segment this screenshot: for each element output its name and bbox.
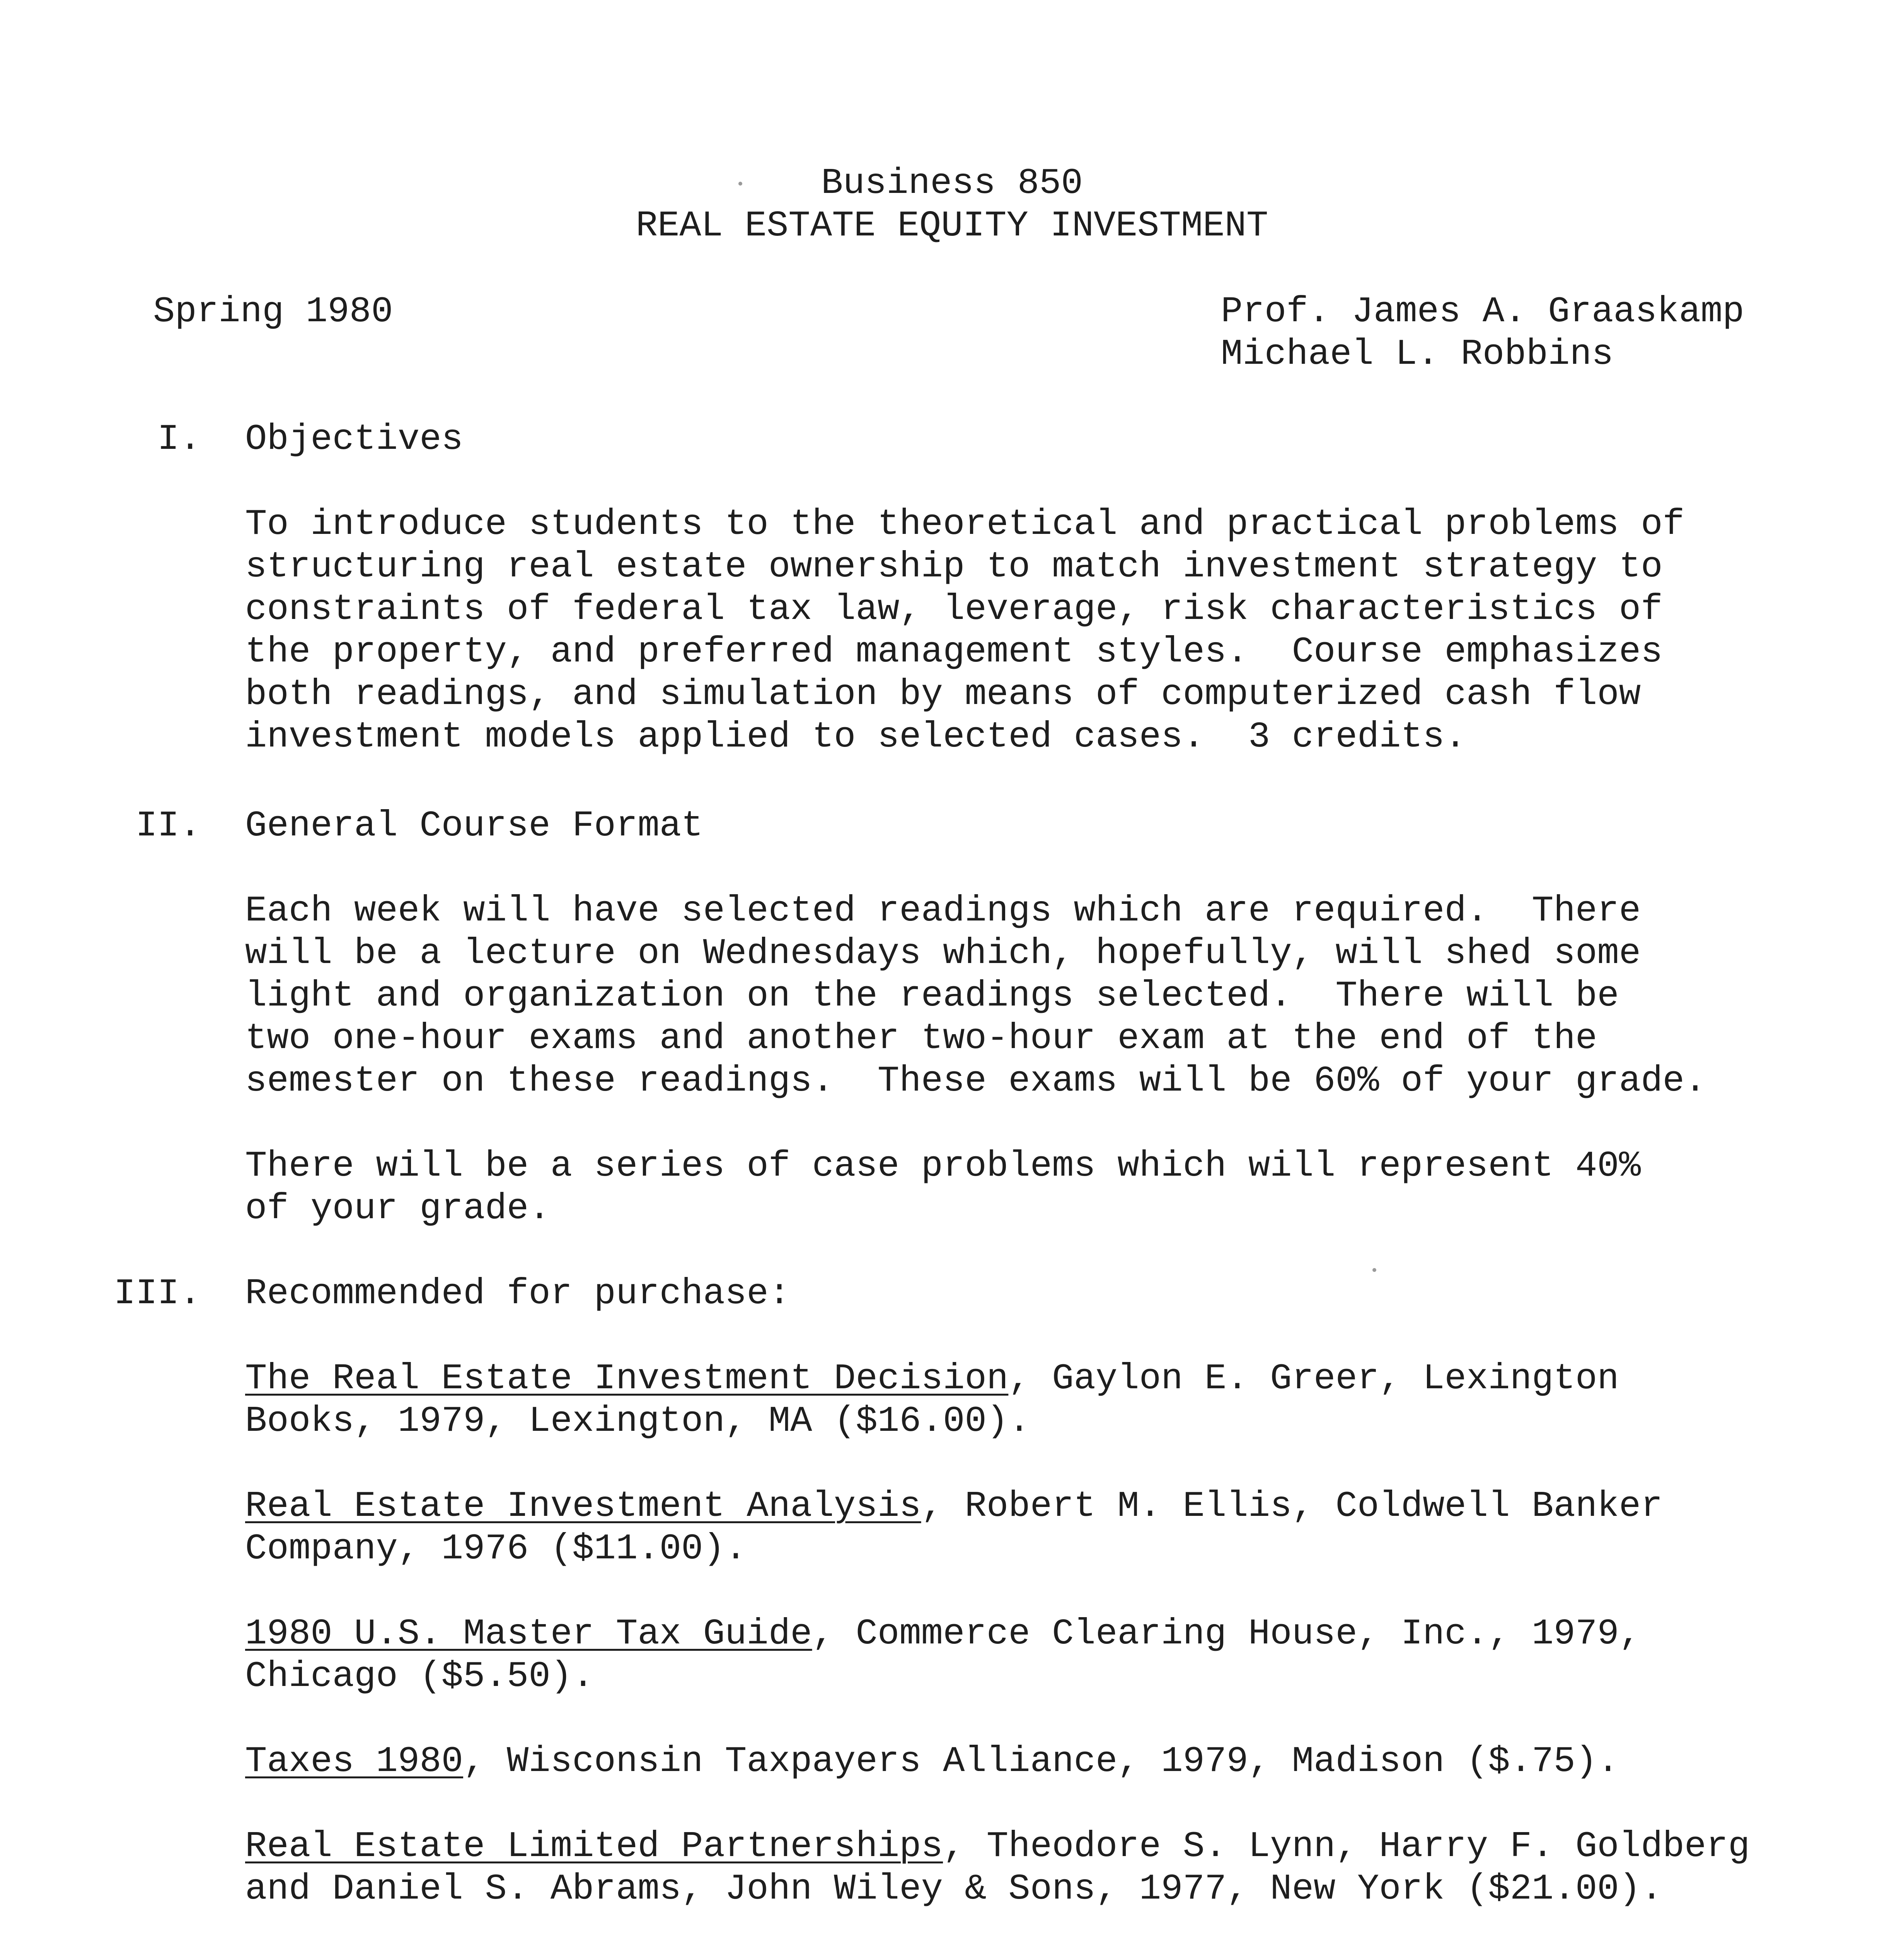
section-heading-purchase: Recommended for purchase: [245,1273,791,1314]
term: Spring 1980 [153,291,393,332]
instructor-2: Michael L. Robbins [1221,334,1614,375]
section-number-format: II. [135,806,201,847]
book-details-line-2: Books, 1979, Lexington, MA ($16.00). [245,1401,1030,1442]
book-details: , Robert M. Ellis, Coldwell Banker [921,1486,1663,1527]
book-details-line-2: Chicago ($5.50). [245,1656,594,1697]
format-line: semester on these readings. These exams will be 60% of your grade. [245,1061,1706,1102]
section-number-purchase: III. [114,1273,201,1314]
objectives-line: constraints of federal tax law, leverage, risk characteristics of [245,589,1663,630]
book-details-line-2: Company, 1976 ($11.00). [245,1529,747,1570]
objectives-line: structuring real estate ownership to match investment strategy to [245,547,1663,588]
book-title: Real Estate Limited Partnerships [245,1826,943,1867]
format-line: two one-hour exams and another two-hour exam at the end of the [245,1018,1597,1059]
book-entry [245,1740,1619,1783]
format-line: light and organization on the readings selected. There will be [245,976,1619,1017]
book-entry [245,1358,1619,1400]
book-title: Taxes 1980 [245,1741,464,1782]
section-heading-objectives: Objectives [245,419,464,460]
objectives-line: To introduce students to the theoretical and practical problems of [245,504,1685,545]
course-number: Business 850 [821,163,1083,204]
book-title: 1980 U.S. Master Tax Guide [245,1614,812,1655]
format-line: Each week will have selected readings which are required. There [245,891,1641,932]
scan-speck [1372,1268,1376,1272]
course-title: REAL ESTATE EQUITY INVESTMENT [636,206,1268,247]
format-line: There will be a series of case problems which will represent 40% [245,1146,1641,1187]
section-heading-format: General Course Format [245,806,703,847]
book-details-line-2: and Daniel S. Abrams, John Wiley & Sons, 1977, New York ($21.00). [245,1869,1663,1910]
objectives-line: investment models applied to selected cases. 3 credits. [245,717,1466,758]
book-details: , Theodore S. Lynn, Harry F. Goldberg [943,1826,1750,1867]
objectives-line: both readings, and simulation by means of computerized cash flow [245,674,1641,715]
section-number-objectives: I. [157,419,201,460]
scan-speck [738,182,742,186]
book-entry [245,1613,1641,1655]
book-title: Real Estate Investment Analysis [245,1486,921,1527]
format-line: of your grade. [245,1188,551,1229]
book-entry [245,1826,1750,1868]
book-details: , Wisconsin Taxpayers Alliance, 1979, Madison ($.75). [463,1741,1619,1782]
book-details: , Commerce Clearing House, Inc., 1979, [812,1614,1641,1655]
book-entry [245,1485,1663,1528]
format-line: will be a lecture on Wednesdays which, hopefully, will shed some [245,933,1641,974]
book-title: The Real Estate Investment Decision [245,1359,1009,1399]
instructor-1: Prof. James A. Graaskamp [1221,291,1744,332]
book-details: , Gaylon E. Greer, Lexington [1008,1359,1619,1399]
objectives-line: the property, and preferred management styles. Course emphasizes [245,632,1663,673]
